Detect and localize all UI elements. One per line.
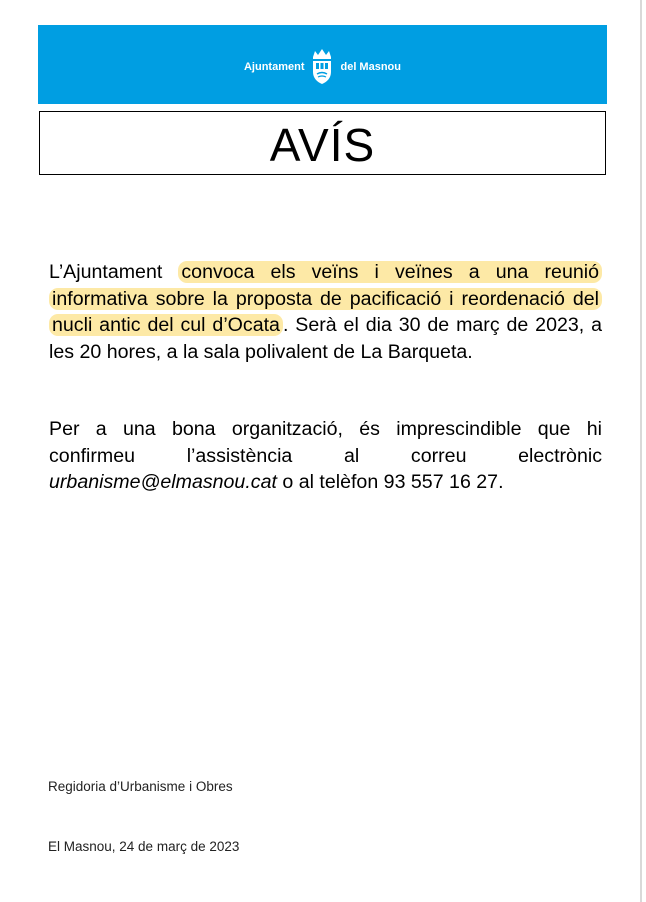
paragraph1-intro: L’Ajuntament <box>49 261 179 283</box>
brand-left-text: Ajuntament <box>243 60 305 73</box>
header-banner <box>38 25 607 104</box>
date-line: El Masnou, 24 de març de 2023 <box>48 839 240 854</box>
notice-paragraph-1 <box>49 259 602 365</box>
email-address: urbanisme@elmasnou.cat <box>49 471 277 493</box>
paragraph1-rest: . Serà el dia 30 de març de 2023, a les 20 hores, a la sala polivalent de La Barqueta. <box>49 314 602 363</box>
notice-paragraph-2 <box>49 416 602 496</box>
municipal-logo <box>244 48 401 86</box>
paragraph1-highlight: convoca els veïns i veïnes a una reunió informativa sobre la proposta de pacificació i reordenació del nucli antic del cul d’Ocata <box>49 261 602 336</box>
page-edge <box>640 0 642 902</box>
brand-right-text: del Masnou <box>340 60 401 73</box>
paragraph2-intro: Per a una bona organització, és imprescindible que hi confirmeu l’assistència al correu electrònic <box>49 418 602 467</box>
title-box <box>39 111 606 175</box>
paragraph2-rest: o al telèfon 93 557 16 27. <box>276 471 504 493</box>
signature-line: Regidoria d’Urbanisme i Obres <box>48 779 233 794</box>
page-title: AVÍS <box>269 119 376 171</box>
municipal-crest-icon <box>311 48 333 86</box>
